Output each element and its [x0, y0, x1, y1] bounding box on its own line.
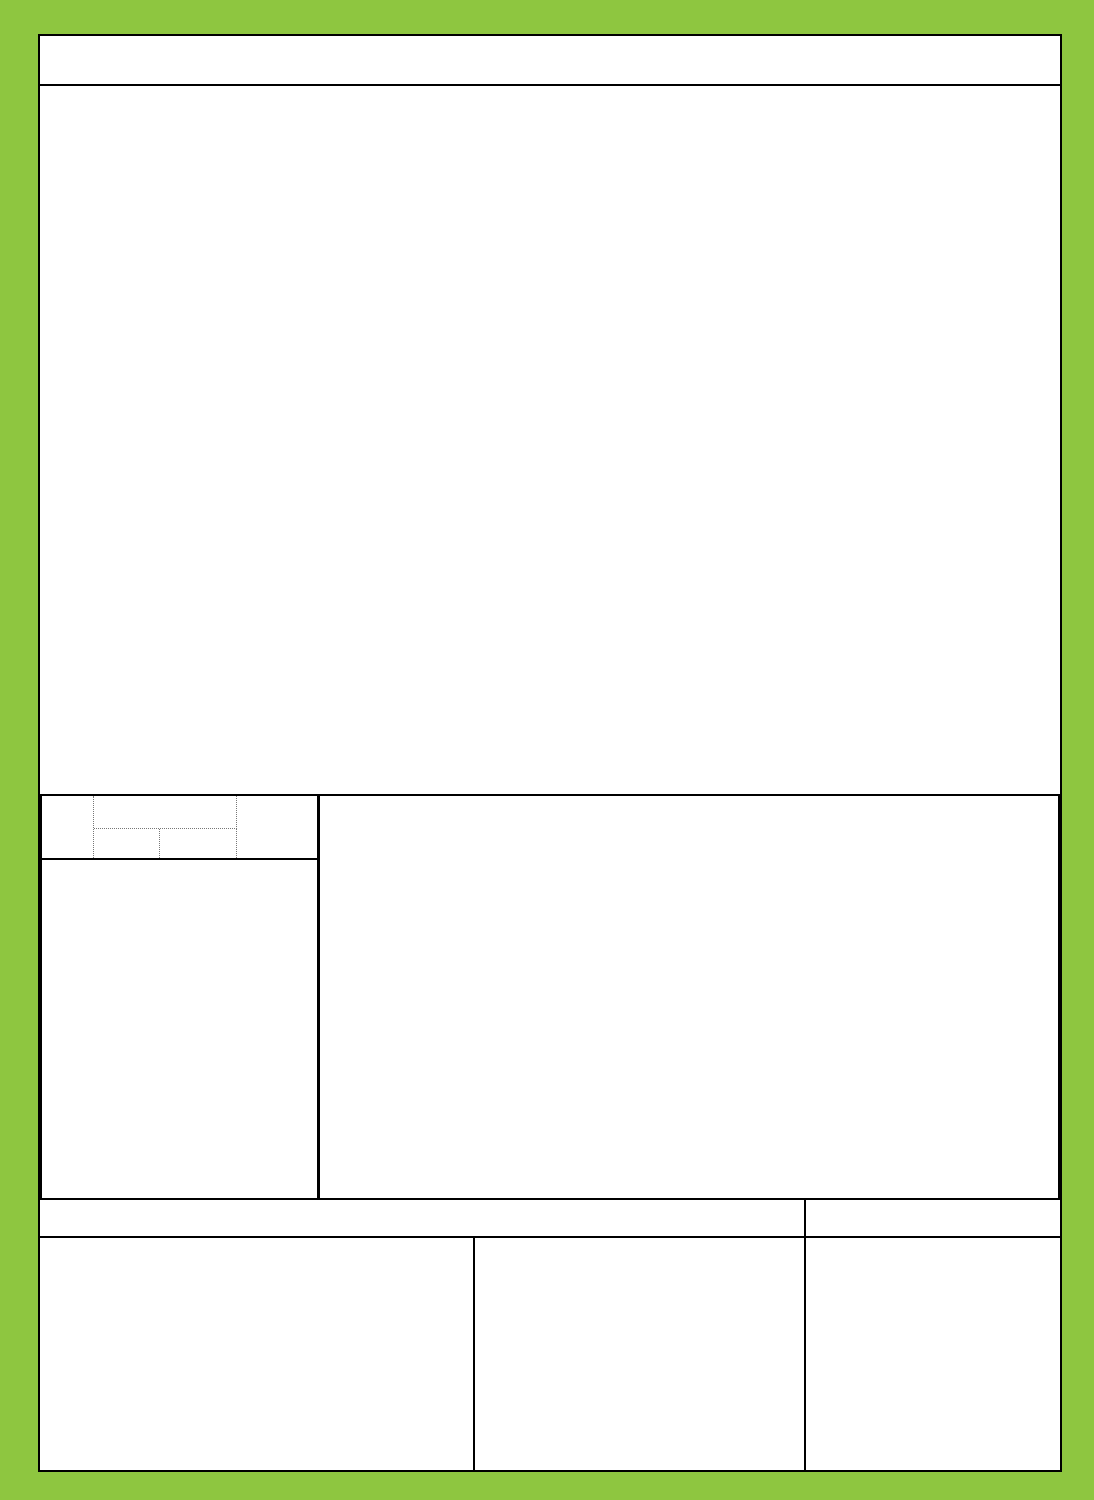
content-frame — [38, 34, 1062, 1472]
zodiac-stats-header — [42, 796, 317, 860]
frequency-table — [319, 794, 1060, 1200]
stats-header-after — [160, 829, 237, 858]
stats-header-recent — [237, 796, 317, 858]
zodiac-stats-table — [40, 794, 319, 1200]
statistics-section — [40, 794, 1060, 1200]
page-title — [40, 36, 1060, 86]
note-row — [40, 1200, 1060, 1238]
note-text — [40, 1200, 806, 1236]
stats-header-before — [94, 829, 160, 858]
stats-header-times — [94, 796, 237, 829]
zodiac-codes-tables — [40, 1238, 1060, 1470]
missing-zodiac-table — [806, 1238, 1060, 1470]
stats-header-zodiac — [42, 796, 94, 858]
draw-records-section — [40, 86, 1060, 790]
zodiac-codes-right-table — [475, 1238, 806, 1470]
zodiac-codes-left-table — [40, 1238, 475, 1470]
missing-zodiac-title — [806, 1200, 1060, 1236]
zodiac-codes-section — [40, 1200, 1060, 1470]
